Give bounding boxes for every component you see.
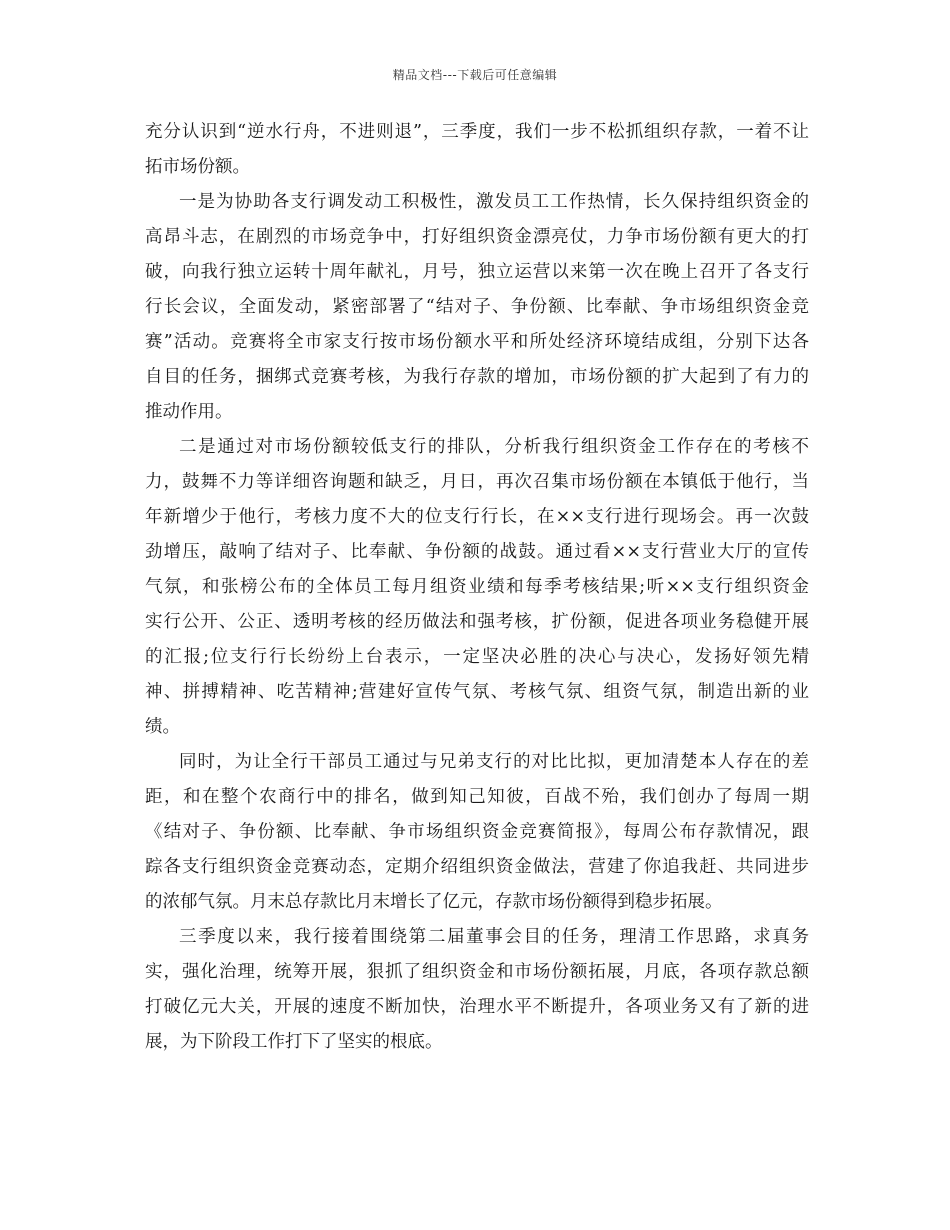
text-line: 气氛，和张榜公布的全体员工每月组资业绩和每季考核结果;听××支行组织资金	[145, 577, 809, 597]
text-line: 的浓郁气氛。月末总存款比月末增长了亿元，存款市场份额得到稳步拓展。	[145, 892, 723, 912]
text-line: 充分认识到“逆水行舟，不进则退”，三季度，我们一步不松抓组织存款，一着不让	[145, 122, 809, 142]
text-line: 展，为下阶段工作打下了坚实的根底。	[145, 1032, 443, 1052]
text-line: 劲增压，敲响了结对子、比奉献、争份额的战鼓。通过看××支行营业大厅的宣传	[145, 542, 809, 562]
text-line: 距，和在整个农商行中的排名，做到知己知彼，百战不殆，我们创办了每周一期	[145, 787, 809, 807]
text-line: 同时，为让全行干部员工通过与兄弟支行的对比比拟，更加清楚本人存在的差	[179, 752, 809, 772]
text-line: 自目的任务，捆绑式竞赛考核，为我行存款的增加，市场份额的扩大起到了有力的	[145, 367, 809, 387]
text-line: 实，强化治理，统筹开展，狠抓了组织资金和市场份额拓展，月底，各项存款总额	[145, 962, 809, 982]
text-line: 行长会议，全面发动，紧密部署了“结对子、争份额、比奉献、争市场组织资金竞	[145, 297, 809, 317]
paragraph-2	[145, 185, 809, 430]
paragraph-4	[145, 745, 809, 920]
text-line: 一是为协助各支行调发动工积极性，激发员工工作热情，长久保持组织资金的	[179, 192, 809, 212]
text-line: 实行公开、公正、透明考核的经历做法和强考核，扩份额，促进各项业务稳健开展	[145, 612, 809, 632]
text-line: 力，鼓舞不力等详细咨询题和缺乏，月日，再次召集市场份额在本镇低于他行，当	[145, 472, 809, 492]
text-line: 绩。	[145, 717, 180, 737]
text-line: 推动作用。	[145, 402, 233, 422]
text-line: 《结对子、争份额、比奉献、争市场组织资金竞赛简报》，每周公布存款情况，跟	[145, 822, 809, 842]
paragraph-5	[145, 920, 809, 1060]
text-line: 三季度以来，我行接着围绕第二届董事会目的任务，理清工作思路，求真务	[179, 927, 809, 947]
document-body	[145, 115, 809, 1060]
text-line: 打破亿元大关，开展的速度不断加快，治理水平不断提升，各项业务又有了新的进	[145, 997, 809, 1017]
text-line: 高昂斗志，在剧烈的市场竞争中，打好组织资金漂亮仗，力争市场份额有更大的打	[145, 227, 809, 247]
text-line: 的汇报;位支行行长纷纷上台表示，一定坚决必胜的决心与决心，发扬好领先精	[145, 647, 809, 667]
page-header: 精品文档---下载后可任意编辑	[392, 68, 558, 82]
paragraph-1	[145, 115, 809, 185]
text-line: 年新增少于他行，考核力度不大的位支行行长，在××支行进行现场会。再一次鼓	[145, 507, 809, 527]
text-line: 踪各支行组织资金竞赛动态，定期介绍组织资金做法，营建了你追我赶、共同进步	[145, 857, 809, 877]
text-line: 破，向我行独立运转十周年献礼，月号，独立运营以来第一次在晚上召开了各支行	[145, 262, 809, 282]
text-line: 神、拼搏精神、吃苦精神;营建好宣传气氛、考核气氛、组资气氛，制造出新的业	[145, 682, 809, 702]
text-line: 赛”活动。竞赛将全市家支行按市场份额水平和所处经济环境结成组，分别下达各	[145, 332, 809, 352]
text-line: 拓市场份额。	[145, 157, 250, 177]
paragraph-3	[145, 430, 809, 745]
text-line: 二是通过对市场份额较低支行的排队，分析我行组织资金工作存在的考核不	[179, 437, 809, 457]
